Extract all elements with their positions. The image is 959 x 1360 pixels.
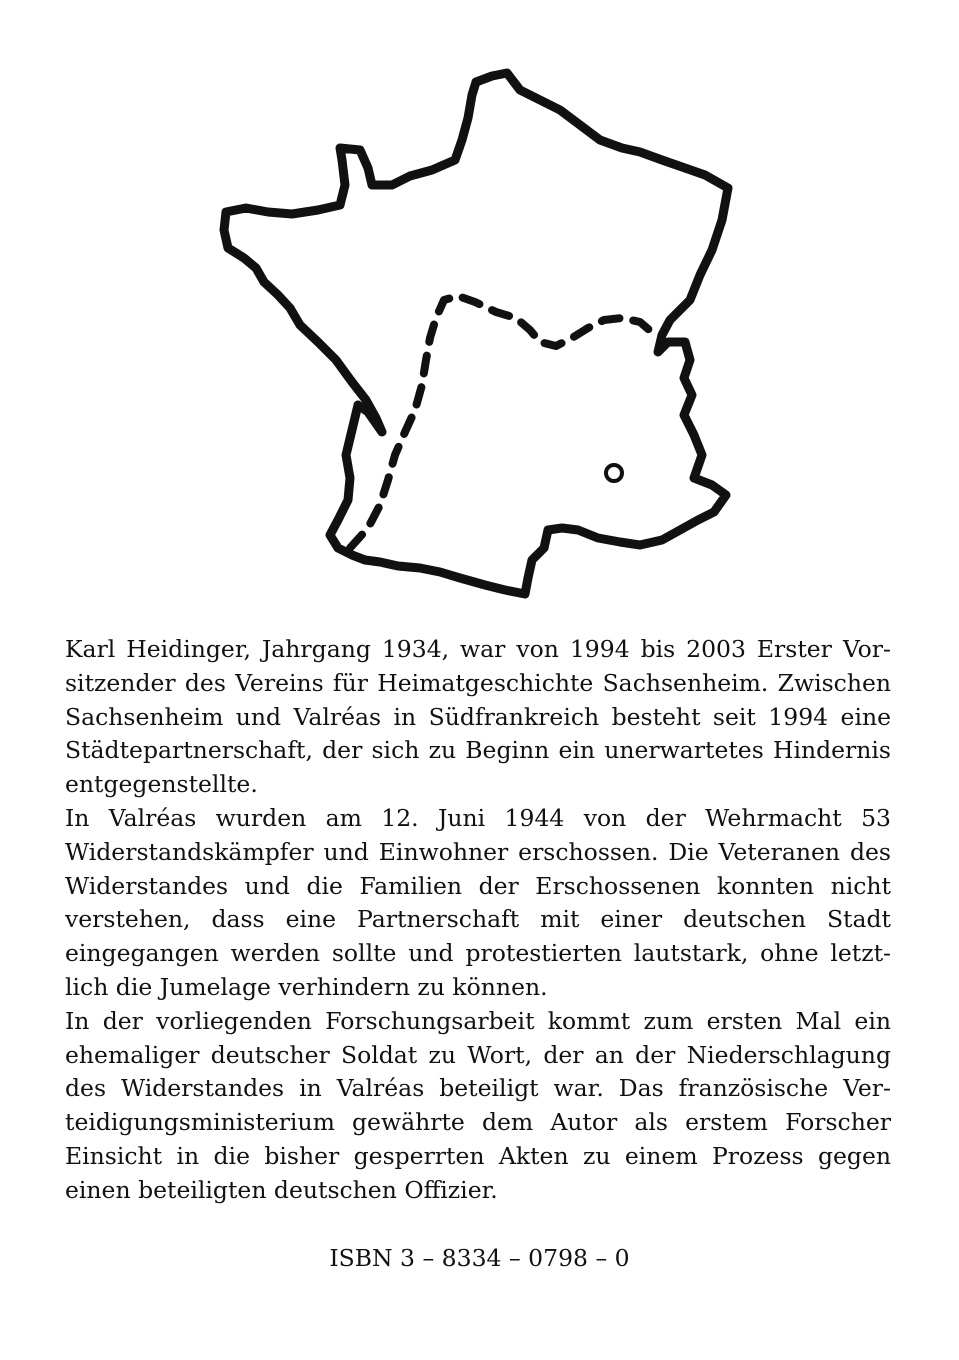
location-circle-icon [606,465,622,481]
france-map [210,60,750,610]
isbn-number: ISBN 3 – 8334 – 0798 – 0 [329,1244,630,1272]
demarcation-line [350,296,654,548]
paragraph-research: In der vorliegenden Forschungsarbeit kommt zum ersten Mal ein ehemaliger deutscher Soldat zu Wort, der an der Niederschlagung des Widerstandes in Valréas beteiligt war. Das französische Verteidigungsministerium gewährte dem Autor als erstem Forscher Einsicht in die bisher gesperrten Akten zu einem Prozess gegen einen beteiligten deutschen Offizier. [65,1006,891,1204]
france-outline [224,73,728,594]
france-map-icon [210,60,750,610]
body-text [65,633,891,1208]
paragraph-intro: Karl Heidinger, Jahrgang 1934, war von 1994 bis 2003 Erster Vorsitzender des Vereins für Heimatgeschichte Sachsenheim. Zwischen Sachsenheim und Valréas in Südfrankreich besteht seit 1994 eine Städtepartnerschaft, der sich zu Beginn ein unerwartetes Hindernis entgegenstellte. [65,635,891,799]
paragraph-massacre: In Valréas wurden am 12. Juni 1944 von der Wehrmacht 53 Widerstandskämpfer und Einwohner erschossen. Die Veteranen des Widerstandes und die Familien der Erschossenen konnten nicht verstehen, dass eine Partnerschaft mit einer deutschen Stadt eingegangen werden sollte und protestierten lautstark, ohne letztlich die Jumelage verhindern zu können. [65,803,891,1001]
